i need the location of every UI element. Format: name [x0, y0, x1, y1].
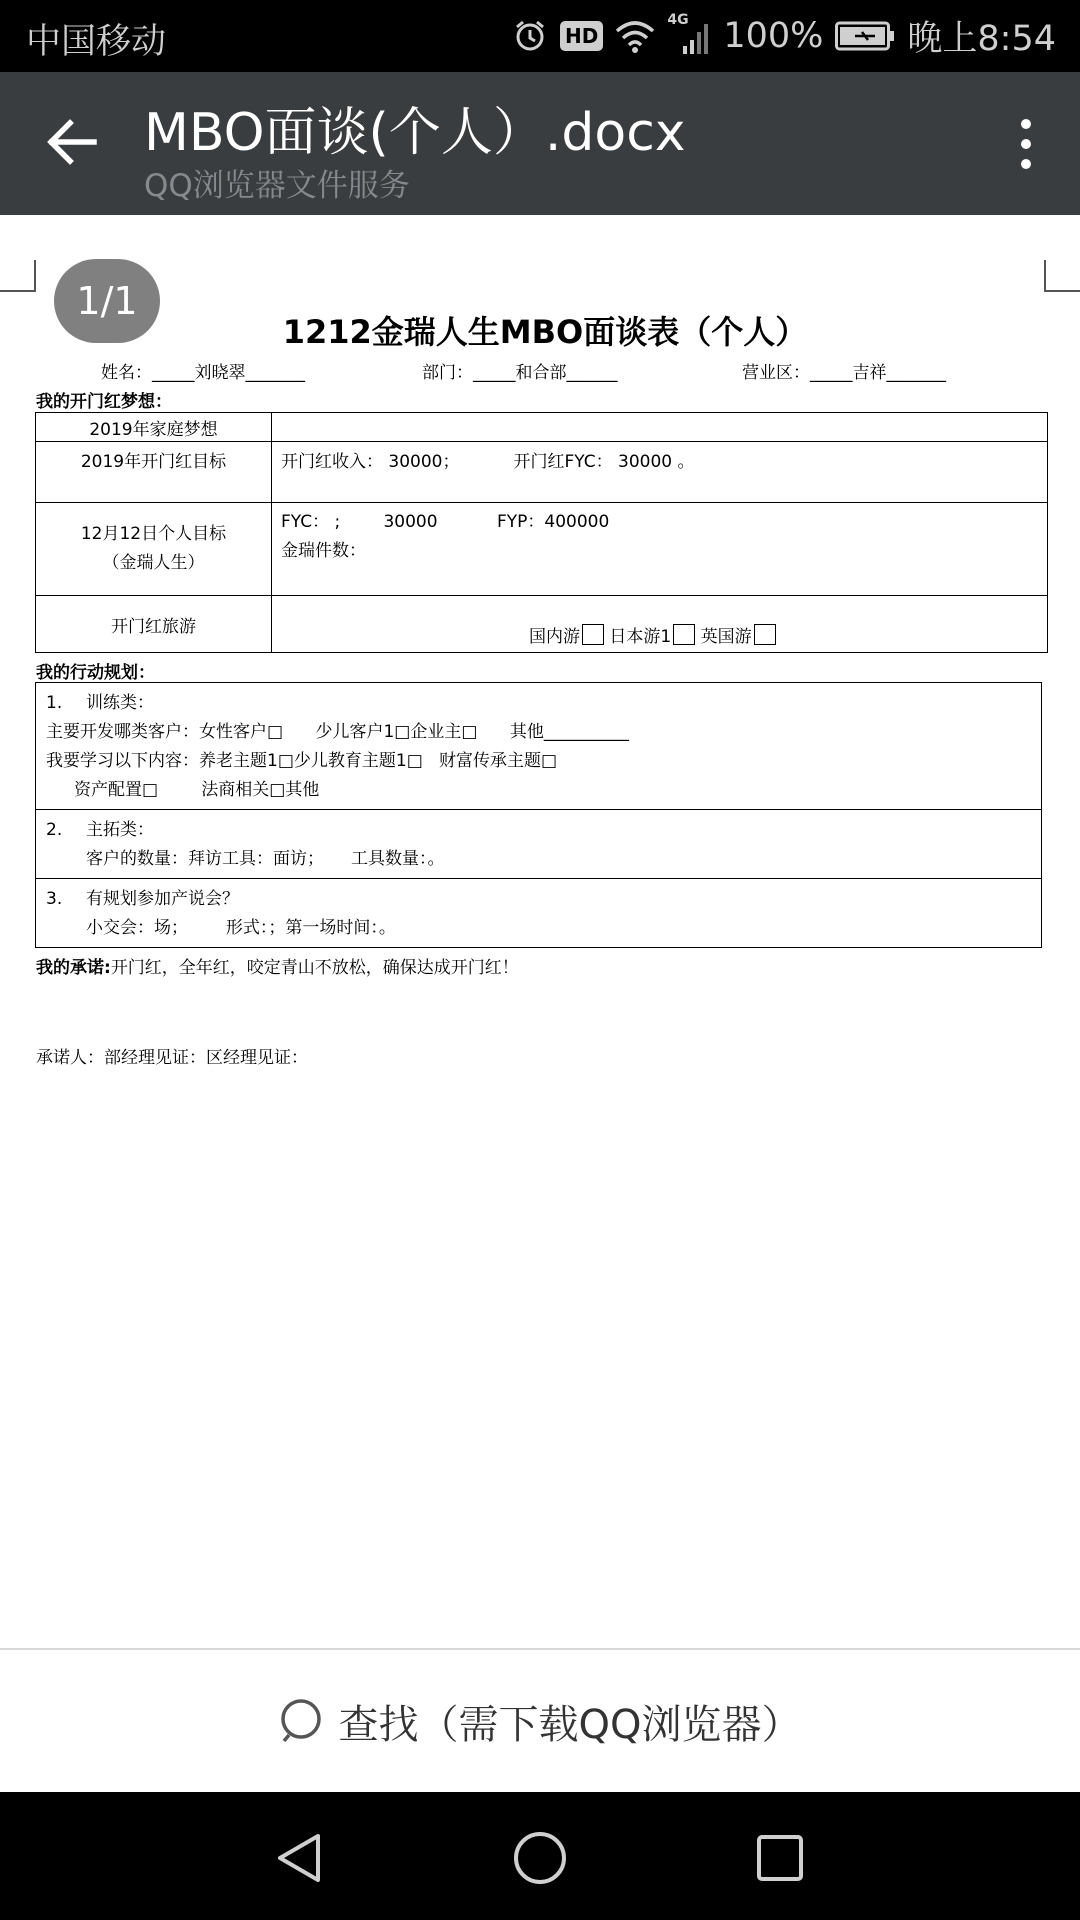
table-row — [36, 442, 1048, 503]
info-name: 姓名：_____刘晓翠_______ — [101, 363, 305, 383]
doc-heading: 1212金瑞人生MBO面谈表（个人） — [282, 313, 808, 351]
table-cell-label: 2019年家庭梦想 — [36, 413, 272, 442]
circle-home-icon — [512, 1830, 568, 1886]
find-button[interactable] — [0, 1648, 1080, 1792]
signature-line: 承诺人：部经理见证：区经理见证： — [36, 1048, 308, 1068]
page-indicator: 1/1 — [54, 259, 160, 343]
search-icon — [279, 1697, 327, 1745]
table-cell-content — [272, 596, 1048, 653]
commitment-text: 开门红，全年红，咬定青山不放松，确保达成开门红！ — [110, 958, 519, 978]
hd-badge: HD — [560, 21, 603, 51]
app-subtitle: QQ浏览器文件服务 — [144, 168, 410, 204]
wifi-icon — [615, 19, 655, 53]
plan-line: 我要学习以下内容：养老主题1□少儿教育主题1□ 财富传承主题□ — [46, 751, 558, 771]
dream-table — [35, 412, 1048, 653]
table-row — [36, 503, 1048, 596]
table-row — [36, 596, 1048, 653]
plan-line: 资产配置□ 法商相关□其他 — [74, 780, 320, 800]
app-bar — [0, 72, 1080, 215]
info-department: 部门：_____和合部______ — [422, 363, 618, 383]
battery-charging-icon — [835, 21, 895, 51]
document-viewer[interactable] — [0, 215, 1080, 1648]
option-label: 国内游 — [529, 627, 580, 647]
system-nav-bar — [0, 1792, 1080, 1920]
plan-item-title: 3. 有规划参加产说会？ — [46, 889, 239, 909]
status-icons — [512, 12, 1056, 60]
more-options-button[interactable] — [1006, 114, 1046, 174]
nav-back-button[interactable] — [272, 1830, 328, 1886]
network-type: 4G — [667, 12, 689, 28]
document-title: MBO面谈(个人）.docx — [144, 103, 686, 163]
label-line: 12月12日个人目标 — [80, 524, 227, 544]
more-vert-icon — [1006, 114, 1046, 174]
table-cell-label — [36, 503, 272, 596]
arrow-left-icon — [40, 110, 104, 174]
plan-line: 主要开发哪类客户：女性客户□ 少儿客户1□企业主□ 其他__________ — [46, 722, 629, 742]
plan-line: 小交会：场； 形式：；第一场时间：。 — [86, 918, 396, 938]
checkbox[interactable] — [582, 624, 604, 645]
label-line: （金瑞人生） — [102, 553, 205, 573]
table-cell-label: 2019年开门红目标 — [36, 442, 272, 503]
option-label: 英国游 — [700, 627, 752, 647]
plan-item-training — [36, 683, 1041, 810]
commitment-label: 我的承诺: — [36, 958, 111, 978]
content-line: FYC： ; 30000 FYP：400000 — [281, 512, 610, 532]
status-bar — [0, 0, 1080, 72]
plan-item-title: 2. 主拓类： — [46, 820, 154, 840]
find-label: 查找（需下载QQ浏览器） — [338, 1701, 802, 1748]
table-cell-content — [272, 413, 1048, 442]
action-heading: 我的行动规划： — [36, 663, 155, 683]
action-plan-box — [35, 682, 1042, 948]
dream-heading: 我的开门红梦想： — [36, 392, 172, 412]
carrier-name: 中国移动 — [26, 22, 167, 62]
commitment-line — [36, 953, 519, 978]
page-corner-mark-right — [1044, 260, 1080, 292]
table-cell-content: 开门红收入： 30000； 开门红FYC： 30000 。 — [272, 442, 1048, 503]
battery-percent: 100% — [723, 16, 824, 56]
table-cell-content — [272, 503, 1048, 596]
option-label: 日本游1 — [609, 627, 672, 647]
nav-home-button[interactable] — [512, 1830, 568, 1886]
plan-item-title: 1. 训练类： — [46, 693, 154, 713]
triangle-back-icon — [272, 1830, 328, 1886]
content-line: 金瑞件数： — [281, 541, 366, 561]
plan-item-seminar — [36, 879, 1041, 947]
signal-icon — [667, 12, 711, 56]
back-button[interactable] — [40, 110, 104, 174]
clock-time: 晚上8:54 — [907, 19, 1056, 59]
table-row — [36, 413, 1048, 442]
plan-line: 客户的数量：拜访工具：面访； 工具数量：。 — [86, 849, 445, 869]
table-cell-label: 开门红旅游 — [36, 596, 272, 653]
info-district: 营业区：_____吉祥_______ — [742, 363, 946, 383]
checkbox[interactable] — [673, 624, 695, 645]
nav-recents-button[interactable] — [752, 1830, 808, 1886]
plan-item-expansion — [36, 810, 1041, 879]
alarm-icon — [512, 18, 548, 54]
page-corner-mark-left — [0, 260, 36, 292]
checkbox[interactable] — [754, 624, 776, 645]
square-recents-icon — [752, 1830, 808, 1886]
